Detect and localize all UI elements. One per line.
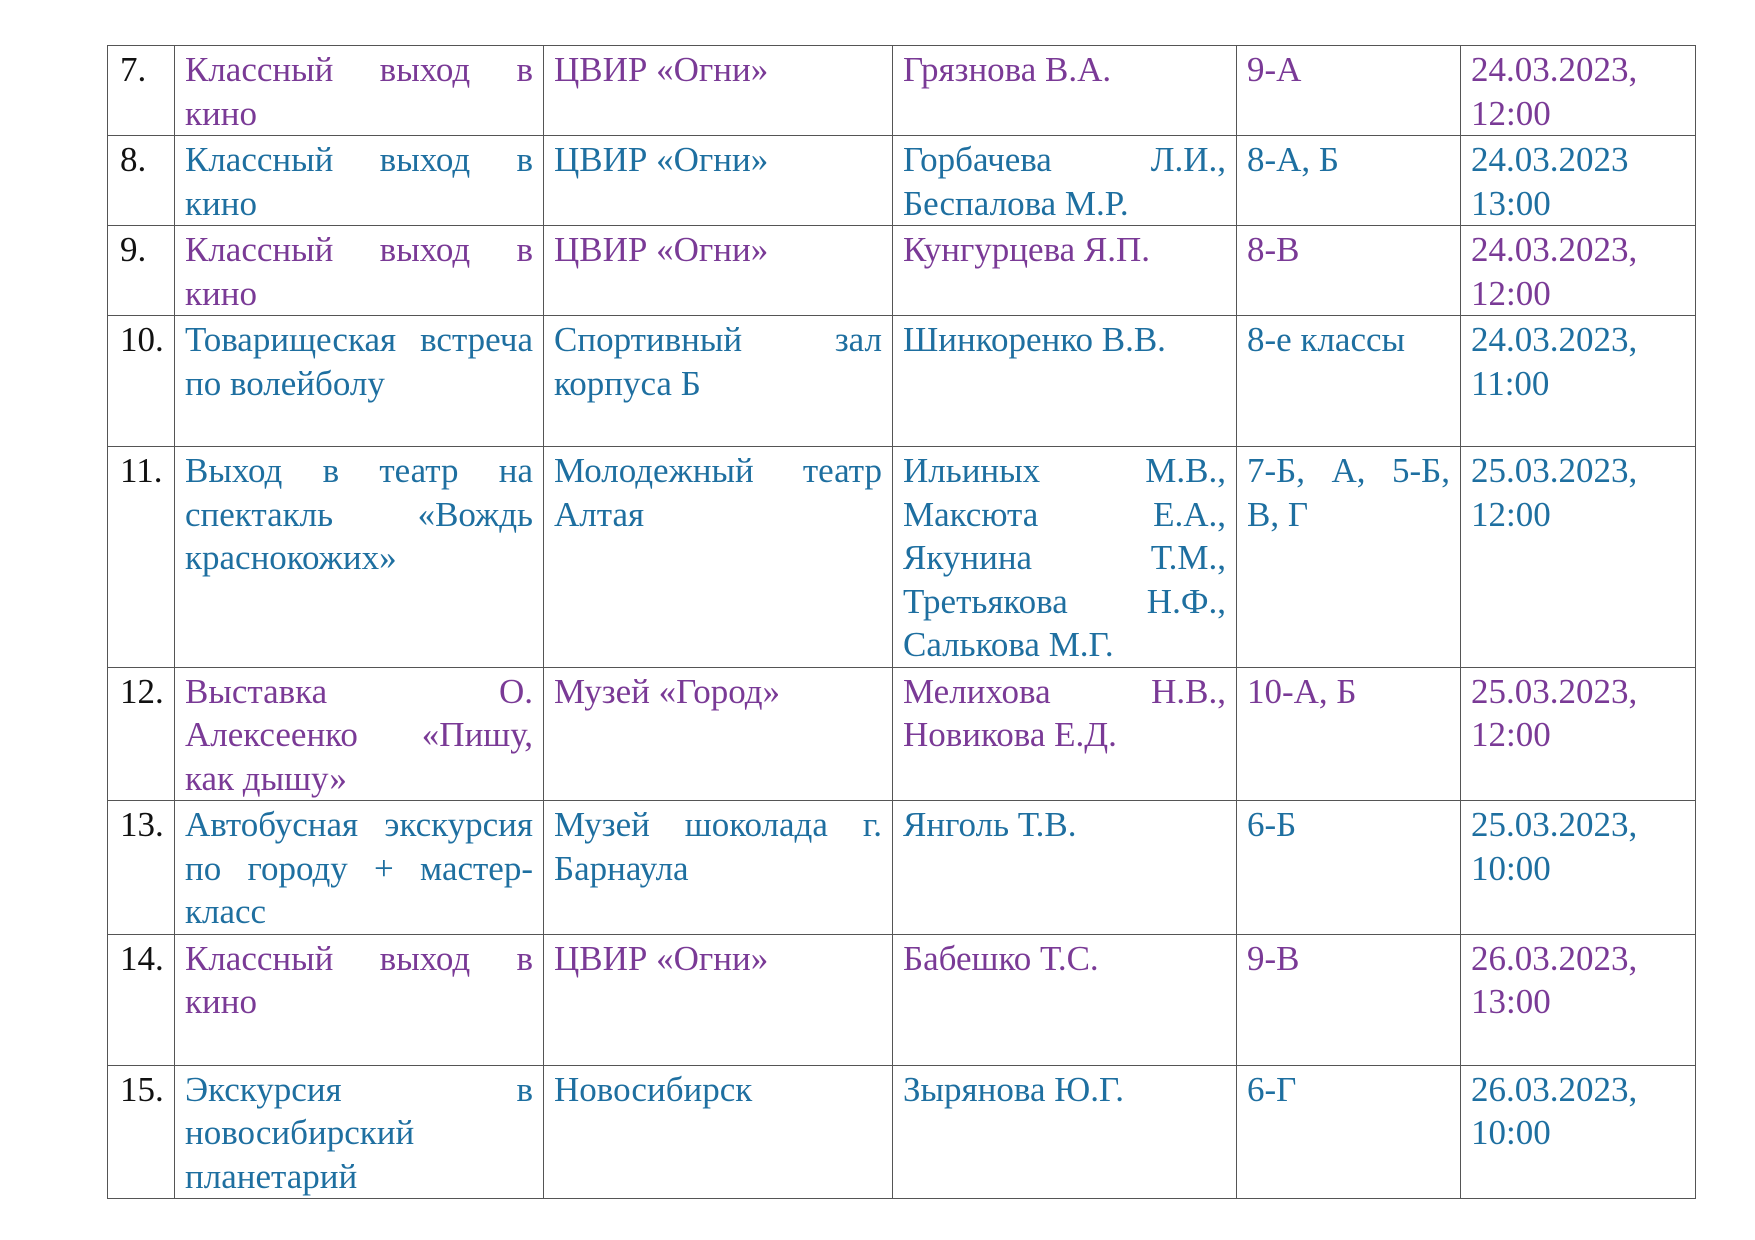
responsible-cell: Зырянова Ю.Г. [893, 1065, 1237, 1199]
row-number: 8. [108, 136, 175, 226]
table-row [108, 1065, 1696, 1199]
datetime-cell: 25.03.2023, 10:00 [1461, 801, 1696, 935]
event-cell: Классный выход в кино [175, 46, 544, 136]
responsible-cell: Шинкоренко В.В. [893, 316, 1237, 447]
datetime-cell: 25.03.2023, 12:00 [1461, 447, 1696, 668]
place-cell: ЦВИР «Огни» [544, 46, 893, 136]
place-cell: ЦВИР «Огни» [544, 934, 893, 1065]
place-cell: Музей шоколада г. Барнаула [544, 801, 893, 935]
classes-cell: 8-В [1237, 226, 1461, 316]
event-cell: Выход в театр на спектакль «Вождь краснокожих» [175, 447, 544, 668]
table-row [108, 226, 1696, 316]
responsible-cell: Ильиных М.В., Максюта Е.А., Якунина Т.М., Третьякова Н.Ф., Салькова М.Г. [893, 447, 1237, 668]
row-number: 9. [108, 226, 175, 316]
events-table [107, 45, 1696, 1199]
place-cell: ЦВИР «Огни» [544, 226, 893, 316]
table-row [108, 934, 1696, 1065]
place-cell: Молодежный театр Алтая [544, 447, 893, 668]
event-cell: Классный выход в кино [175, 226, 544, 316]
row-number: 15. [108, 1065, 175, 1199]
event-cell: Выставка О. Алексеенко «Пишу, как дышу» [175, 667, 544, 801]
classes-cell: 8-А, Б [1237, 136, 1461, 226]
event-cell: Товарищеская встреча по волейболу [175, 316, 544, 447]
responsible-cell: Бабешко Т.С. [893, 934, 1237, 1065]
classes-cell: 7-Б, А, 5-Б, В, Г [1237, 447, 1461, 668]
table-row [108, 667, 1696, 801]
row-number: 7. [108, 46, 175, 136]
row-number: 12. [108, 667, 175, 801]
event-cell: Классный выход в кино [175, 136, 544, 226]
datetime-cell: 25.03.2023, 12:00 [1461, 667, 1696, 801]
responsible-cell: Грязнова В.А. [893, 46, 1237, 136]
place-cell: Спортивный зал корпуса Б [544, 316, 893, 447]
datetime-cell: 26.03.2023, 13:00 [1461, 934, 1696, 1065]
table-row [108, 801, 1696, 935]
row-number: 10. [108, 316, 175, 447]
responsible-cell: Горбачева Л.И., Беспалова М.Р. [893, 136, 1237, 226]
datetime-cell: 24.03.2023, 12:00 [1461, 226, 1696, 316]
row-number: 13. [108, 801, 175, 935]
datetime-cell: 24.03.2023, 12:00 [1461, 46, 1696, 136]
place-cell: Музей «Город» [544, 667, 893, 801]
datetime-cell: 26.03.2023, 10:00 [1461, 1065, 1696, 1199]
classes-cell: 6-Б [1237, 801, 1461, 935]
classes-cell: 9-В [1237, 934, 1461, 1065]
row-number: 11. [108, 447, 175, 668]
place-cell: ЦВИР «Огни» [544, 136, 893, 226]
responsible-cell: Мелихова Н.В., Новикова Е.Д. [893, 667, 1237, 801]
event-cell: Автобусная экскурсия по городу + мастер-класс [175, 801, 544, 935]
classes-cell: 6-Г [1237, 1065, 1461, 1199]
responsible-cell: Янголь Т.В. [893, 801, 1237, 935]
datetime-cell: 24.03.2023, 11:00 [1461, 316, 1696, 447]
event-cell: Классный выход в кино [175, 934, 544, 1065]
table-row [108, 447, 1696, 668]
responsible-cell: Кунгурцева Я.П. [893, 226, 1237, 316]
event-cell: Экскурсия в новосибирский планетарий [175, 1065, 544, 1199]
datetime-cell: 24.03.2023 13:00 [1461, 136, 1696, 226]
events-table-body [108, 46, 1696, 1199]
table-row [108, 46, 1696, 136]
classes-cell: 8-е классы [1237, 316, 1461, 447]
row-number: 14. [108, 934, 175, 1065]
table-row [108, 316, 1696, 447]
table-row [108, 136, 1696, 226]
classes-cell: 10-А, Б [1237, 667, 1461, 801]
place-cell: Новосибирск [544, 1065, 893, 1199]
classes-cell: 9-А [1237, 46, 1461, 136]
